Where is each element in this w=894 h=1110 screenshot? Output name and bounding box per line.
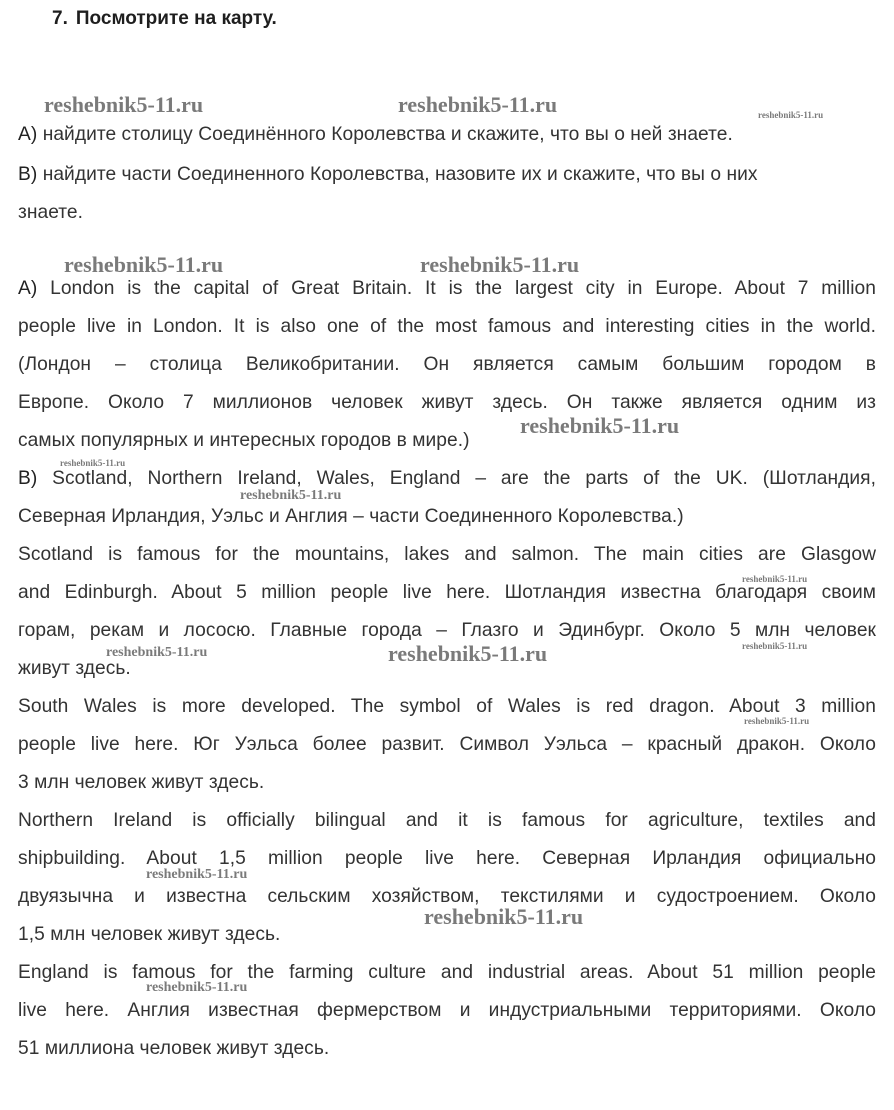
question-b: [18, 163, 876, 187]
answer-b-line: Scotland is famous for the mountains, lakes and salmon. The main cities are Glasgow: [18, 544, 876, 565]
answer-b-line: 3 млн человек живут здесь.: [18, 772, 265, 793]
question-a-label: A): [18, 124, 38, 145]
answer-a-line: Европе. Около 7 миллионов человек живут здесь. Он также является одним из: [18, 392, 876, 413]
watermark: reshebnik5-11.ru: [420, 252, 580, 277]
task-number: 7.: [52, 8, 68, 29]
answer-b-line: and Edinburgh. About 5 million people live here. Шотландия известна благодаря своим: [18, 582, 876, 603]
answer-b-line: 51 миллиона человек живут здесь.: [18, 1038, 330, 1059]
answer-b-line: горам, рекам и лососю. Главные города – Глазго и Эдинбург. Около 5 млн человек: [18, 620, 876, 641]
watermark: reshebnik5-11.ru: [146, 867, 248, 882]
watermark: reshebnik5-11.ru: [742, 574, 808, 584]
answer-a-line: (Лондон – столица Великобритании. Он является самым большим городом в: [18, 354, 876, 375]
watermark: reshebnik5-11.ru: [106, 645, 208, 660]
answer-b-line: Северная Ирландия, Уэльс и Англия – части Соединенного Королевства.): [18, 506, 684, 527]
answer-b-line: живут здесь.: [18, 658, 131, 679]
watermark: reshebnik5-11.ru: [146, 980, 248, 995]
answer-b-text: Scotland, Northern Ireland, Wales, England – are the parts of the UK. (Шотландия,: [52, 468, 876, 489]
answer-b-line: South Wales is more developed. The symbol of Wales is red dragon. About 3 million: [18, 696, 876, 717]
answer-a-text: London is the capital of Great Britain. It is the largest city in Europe. About 7 million: [50, 278, 876, 299]
question-b-text-line2: знаете.: [18, 202, 84, 223]
answer-b-line: live here. Англия известная фермерством и индустриальными территориями. Около: [18, 1000, 876, 1021]
task-title: Посмотрите на карту.: [75, 8, 277, 29]
watermark: reshebnik5-11.ru: [240, 488, 342, 503]
watermark: reshebnik5-11.ru: [744, 716, 810, 726]
answer-b-line: [18, 467, 876, 491]
watermark: reshebnik5-11.ru: [424, 904, 584, 929]
answer-b-label: B): [18, 468, 38, 489]
answer-b-line: Northern Ireland is officially bilingual and it is famous for agriculture, textiles and: [18, 810, 876, 831]
task-heading: [52, 8, 277, 30]
question-a: [18, 123, 876, 147]
answer-b-line: people live here. Юг Уэльса более развит. Символ Уэльса – красный дракон. Около: [18, 734, 876, 755]
answer-b-line: двуязычна и известна сельским хозяйством, текстилями и судостроением. Около: [18, 886, 876, 907]
watermark: reshebnik5-11.ru: [742, 641, 808, 651]
question-b-label: B): [18, 164, 38, 185]
answer-a-line: самых популярных и интересных городов в мире.): [18, 430, 470, 451]
answer-a-label: A): [18, 278, 38, 299]
answer-b-line: shipbuilding. About 1,5 million people live here. Северная Ирландия официально: [18, 848, 876, 869]
watermark: reshebnik5-11.ru: [60, 458, 126, 468]
watermark: reshebnik5-11.ru: [758, 110, 824, 120]
answer-a-line: people live in London. It is also one of the most famous and interesting cities in the world.: [18, 316, 876, 337]
question-b-text-line1: найдите части Соединенного Королевства, назовите их и скажите, что вы о них: [42, 164, 758, 185]
answer-b-line: 1,5 млн человек живут здесь.: [18, 924, 281, 945]
watermark: reshebnik5-11.ru: [398, 92, 558, 117]
watermark: reshebnik5-11.ru: [388, 641, 548, 666]
answer-b-line: England is famous for the farming culture and industrial areas. About 51 million people: [18, 962, 876, 983]
watermark: reshebnik5-11.ru: [44, 92, 204, 117]
question-a-text: найдите столицу Соединённого Королевства и скажите, что вы о ней знаете.: [42, 124, 733, 145]
watermark: reshebnik5-11.ru: [64, 252, 224, 277]
answer-a-line: [18, 277, 876, 301]
watermark: reshebnik5-11.ru: [520, 413, 680, 438]
